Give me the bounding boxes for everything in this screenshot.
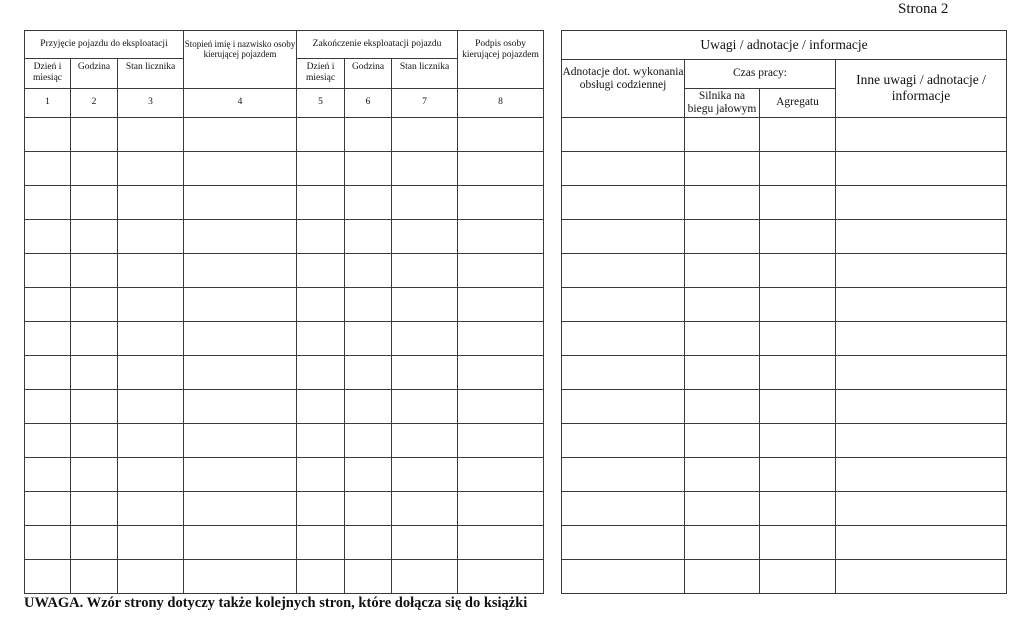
entry-cell[interactable] [345, 356, 392, 390]
entry-cell[interactable] [392, 424, 458, 458]
col-number-3: 3 [118, 89, 184, 118]
header-driver-signature: Podpis osoby kierującej pojazdem [458, 31, 544, 89]
entry-cell[interactable] [392, 220, 458, 254]
entry-cell[interactable] [458, 390, 544, 424]
entry-cell[interactable] [685, 356, 760, 390]
entry-cell[interactable] [345, 254, 392, 288]
entry-cell[interactable] [25, 424, 71, 458]
entry-cell[interactable] [392, 356, 458, 390]
entry-cell[interactable] [345, 560, 392, 594]
entry-cell[interactable] [685, 288, 760, 322]
entry-cell[interactable] [184, 118, 297, 152]
entry-cell[interactable] [25, 492, 71, 526]
col-number-8: 8 [458, 89, 544, 118]
entry-cell[interactable] [345, 186, 392, 220]
table-row [562, 152, 1007, 186]
entry-cell[interactable] [392, 458, 458, 492]
entry-cell[interactable] [25, 220, 71, 254]
vehicle-usage-table [24, 30, 544, 594]
entry-cell[interactable] [836, 322, 1007, 356]
header-engine-idle: Silnika na biegu jałowym [685, 89, 760, 118]
col-number-7: 7 [392, 89, 458, 118]
table-row [562, 186, 1007, 220]
table-row [25, 288, 544, 322]
header-end-counter: Stan licznika [392, 59, 458, 89]
table-row [562, 356, 1007, 390]
entry-cell[interactable] [71, 152, 118, 186]
header-work-time: Czas pracy: [685, 60, 836, 89]
entry-cell[interactable] [71, 492, 118, 526]
entry-cell[interactable] [71, 390, 118, 424]
entry-cell[interactable] [392, 322, 458, 356]
entry-cell[interactable] [184, 220, 297, 254]
header-end-hour: Godzina [345, 59, 392, 89]
entry-cell[interactable] [392, 152, 458, 186]
entry-cell[interactable] [118, 254, 184, 288]
entry-cell[interactable] [71, 356, 118, 390]
entry-cell[interactable] [458, 288, 544, 322]
table-row [562, 288, 1007, 322]
entry-cell[interactable] [184, 492, 297, 526]
entry-cell[interactable] [562, 118, 685, 152]
entry-cell[interactable] [297, 458, 345, 492]
entry-cell[interactable] [836, 254, 1007, 288]
entry-cell[interactable] [562, 560, 685, 594]
header-end-day-month: Dzień i miesiąc [297, 59, 345, 89]
table-row [562, 560, 1007, 594]
entry-cell[interactable] [836, 186, 1007, 220]
entry-cell[interactable] [184, 560, 297, 594]
entry-cell[interactable] [345, 492, 392, 526]
table-row [25, 254, 544, 288]
table-row [562, 492, 1007, 526]
entry-cell[interactable] [25, 322, 71, 356]
entry-cell[interactable] [392, 118, 458, 152]
entry-cell[interactable] [685, 424, 760, 458]
table-row [562, 458, 1007, 492]
table-row [25, 390, 544, 424]
header-generator: Agregatu [760, 89, 836, 118]
entry-cell[interactable] [184, 356, 297, 390]
entry-cell[interactable] [297, 254, 345, 288]
entry-cell[interactable] [345, 288, 392, 322]
entry-cell[interactable] [71, 526, 118, 560]
entry-cell[interactable] [458, 186, 544, 220]
entry-cell[interactable] [184, 424, 297, 458]
table-row [562, 118, 1007, 152]
entry-cell[interactable] [184, 458, 297, 492]
entry-cell[interactable] [118, 424, 184, 458]
entry-cell[interactable] [836, 526, 1007, 560]
entry-cell[interactable] [184, 526, 297, 560]
entry-cell[interactable] [297, 424, 345, 458]
entry-cell[interactable] [118, 560, 184, 594]
entry-cell[interactable] [71, 322, 118, 356]
table-row [25, 356, 544, 390]
entry-cell[interactable] [297, 322, 345, 356]
table-row [562, 424, 1007, 458]
entry-cell[interactable] [458, 220, 544, 254]
table-row [562, 526, 1007, 560]
entry-cell[interactable] [345, 220, 392, 254]
header-start-counter: Stan licznika [118, 59, 184, 89]
entry-cell[interactable] [562, 356, 685, 390]
entry-cell[interactable] [685, 492, 760, 526]
entry-cell[interactable] [118, 152, 184, 186]
entry-cell[interactable] [685, 458, 760, 492]
entry-cell[interactable] [458, 254, 544, 288]
entry-cell[interactable] [118, 118, 184, 152]
entry-cell[interactable] [836, 152, 1007, 186]
table-row [25, 186, 544, 220]
entry-cell[interactable] [458, 118, 544, 152]
entry-cell[interactable] [118, 186, 184, 220]
entry-cell[interactable] [118, 526, 184, 560]
table-row [25, 458, 544, 492]
table-row [562, 220, 1007, 254]
entry-cell[interactable] [760, 186, 836, 220]
entry-cell[interactable] [562, 322, 685, 356]
header-daily-service: Adnotacje dot. wykonania obsługi codziennej [562, 60, 685, 118]
entry-cell[interactable] [392, 288, 458, 322]
entry-cell[interactable] [562, 424, 685, 458]
entry-cell[interactable] [297, 390, 345, 424]
entry-cell[interactable] [118, 390, 184, 424]
table-row [25, 526, 544, 560]
entry-cell[interactable] [760, 288, 836, 322]
entry-cell[interactable] [392, 186, 458, 220]
entry-cell[interactable] [685, 186, 760, 220]
entry-cell[interactable] [562, 288, 685, 322]
entry-cell[interactable] [562, 152, 685, 186]
entry-cell[interactable] [71, 458, 118, 492]
entry-cell[interactable] [760, 458, 836, 492]
entry-cell[interactable] [118, 322, 184, 356]
entry-cell[interactable] [184, 186, 297, 220]
entry-cell[interactable] [345, 322, 392, 356]
remarks-table [561, 30, 1007, 594]
entry-cell[interactable] [562, 390, 685, 424]
header-driver-name: Stopień imię i nazwisko osoby kierującej pojazdem [184, 31, 297, 89]
entry-cell[interactable] [25, 288, 71, 322]
entry-cell[interactable] [458, 322, 544, 356]
entry-cell[interactable] [71, 560, 118, 594]
entry-cell[interactable] [836, 356, 1007, 390]
entry-cell[interactable] [184, 254, 297, 288]
entry-cell[interactable] [760, 526, 836, 560]
entry-cell[interactable] [458, 152, 544, 186]
footer-note: UWAGA. Wzór strony dotyczy także kolejnych stron, które dołącza się do książki [24, 595, 528, 611]
entry-cell[interactable] [760, 152, 836, 186]
table-row [25, 118, 544, 152]
entry-cell[interactable] [760, 356, 836, 390]
entry-cell[interactable] [562, 526, 685, 560]
header-vehicle-end: Zakończenie eksploatacji pojazdu [297, 31, 458, 59]
entry-cell[interactable] [118, 356, 184, 390]
col-number-4: 4 [184, 89, 297, 118]
entry-cell[interactable] [836, 458, 1007, 492]
entry-cell[interactable] [562, 220, 685, 254]
col-number-2: 2 [71, 89, 118, 118]
entry-cell[interactable] [458, 560, 544, 594]
entry-cell[interactable] [836, 424, 1007, 458]
entry-cell[interactable] [836, 118, 1007, 152]
entry-cell[interactable] [345, 118, 392, 152]
entry-cell[interactable] [836, 492, 1007, 526]
entry-cell[interactable] [25, 390, 71, 424]
entry-cell[interactable] [562, 458, 685, 492]
entry-cell[interactable] [297, 492, 345, 526]
table-row [562, 322, 1007, 356]
entry-cell[interactable] [392, 560, 458, 594]
entry-cell[interactable] [297, 152, 345, 186]
remarks-title: Uwagi / adnotacje / informacje [562, 31, 1007, 60]
entry-cell[interactable] [458, 526, 544, 560]
page-number-label: Strona 2 [898, 1, 949, 17]
entry-cell[interactable] [392, 526, 458, 560]
table-row [25, 322, 544, 356]
table-row [25, 424, 544, 458]
entry-cell[interactable] [562, 186, 685, 220]
entry-cell[interactable] [25, 356, 71, 390]
entry-cell[interactable] [118, 220, 184, 254]
entry-cell[interactable] [25, 254, 71, 288]
entry-cell[interactable] [297, 526, 345, 560]
table-row [25, 560, 544, 594]
entry-cell[interactable] [297, 288, 345, 322]
entry-cell[interactable] [760, 560, 836, 594]
entry-cell[interactable] [297, 186, 345, 220]
entry-cell[interactable] [392, 390, 458, 424]
entry-cell[interactable] [25, 458, 71, 492]
entry-cell[interactable] [25, 118, 71, 152]
entry-cell[interactable] [118, 288, 184, 322]
entry-cell[interactable] [25, 560, 71, 594]
table-row [25, 492, 544, 526]
col-number-6: 6 [345, 89, 392, 118]
entry-cell[interactable] [71, 118, 118, 152]
entry-cell[interactable] [25, 526, 71, 560]
entry-cell[interactable] [685, 390, 760, 424]
entry-cell[interactable] [71, 254, 118, 288]
entry-cell[interactable] [297, 118, 345, 152]
entry-cell[interactable] [71, 288, 118, 322]
entry-cell[interactable] [760, 390, 836, 424]
entry-cell[interactable] [836, 220, 1007, 254]
table-row [562, 254, 1007, 288]
entry-cell[interactable] [297, 356, 345, 390]
entry-cell[interactable] [685, 152, 760, 186]
entry-cell[interactable] [760, 220, 836, 254]
entry-cell[interactable] [562, 492, 685, 526]
entry-cell[interactable] [297, 220, 345, 254]
entry-cell[interactable] [345, 152, 392, 186]
entry-cell[interactable] [562, 254, 685, 288]
entry-cell[interactable] [71, 186, 118, 220]
entry-cell[interactable] [836, 560, 1007, 594]
header-other-remarks: Inne uwagi / adnotacje / informacje [836, 60, 1007, 118]
col-number-1: 1 [25, 89, 71, 118]
entry-cell[interactable] [71, 424, 118, 458]
entry-cell[interactable] [345, 424, 392, 458]
entry-cell[interactable] [345, 458, 392, 492]
entry-cell[interactable] [392, 254, 458, 288]
entry-cell[interactable] [71, 220, 118, 254]
entry-cell[interactable] [184, 322, 297, 356]
entry-cell[interactable] [184, 288, 297, 322]
entry-cell[interactable] [685, 322, 760, 356]
entry-cell[interactable] [685, 220, 760, 254]
entry-cell[interactable] [760, 254, 836, 288]
entry-cell[interactable] [685, 254, 760, 288]
entry-cell[interactable] [458, 458, 544, 492]
entry-cell[interactable] [760, 424, 836, 458]
table-row [25, 220, 544, 254]
header-start-hour: Godzina [71, 59, 118, 89]
entry-cell[interactable] [184, 152, 297, 186]
entry-cell[interactable] [685, 526, 760, 560]
entry-cell[interactable] [25, 186, 71, 220]
entry-cell[interactable] [685, 560, 760, 594]
entry-cell[interactable] [458, 356, 544, 390]
entry-cell[interactable] [836, 288, 1007, 322]
entry-cell[interactable] [836, 390, 1007, 424]
entry-cell[interactable] [118, 458, 184, 492]
entry-cell[interactable] [760, 492, 836, 526]
entry-cell[interactable] [392, 492, 458, 526]
entry-cell[interactable] [25, 152, 71, 186]
table-row [562, 390, 1007, 424]
header-start-day-month: Dzień i miesiąc [25, 59, 71, 89]
entry-cell[interactable] [760, 322, 836, 356]
entry-cell[interactable] [458, 424, 544, 458]
entry-cell[interactable] [118, 492, 184, 526]
col-number-5: 5 [297, 89, 345, 118]
entry-cell[interactable] [184, 390, 297, 424]
entry-cell[interactable] [685, 118, 760, 152]
entry-cell[interactable] [345, 390, 392, 424]
entry-cell[interactable] [297, 560, 345, 594]
entry-cell[interactable] [458, 492, 544, 526]
entry-cell[interactable] [345, 526, 392, 560]
entry-cell[interactable] [760, 118, 836, 152]
table-row [25, 152, 544, 186]
header-vehicle-start: Przyjęcie pojazdu do eksploatacji [25, 31, 184, 59]
